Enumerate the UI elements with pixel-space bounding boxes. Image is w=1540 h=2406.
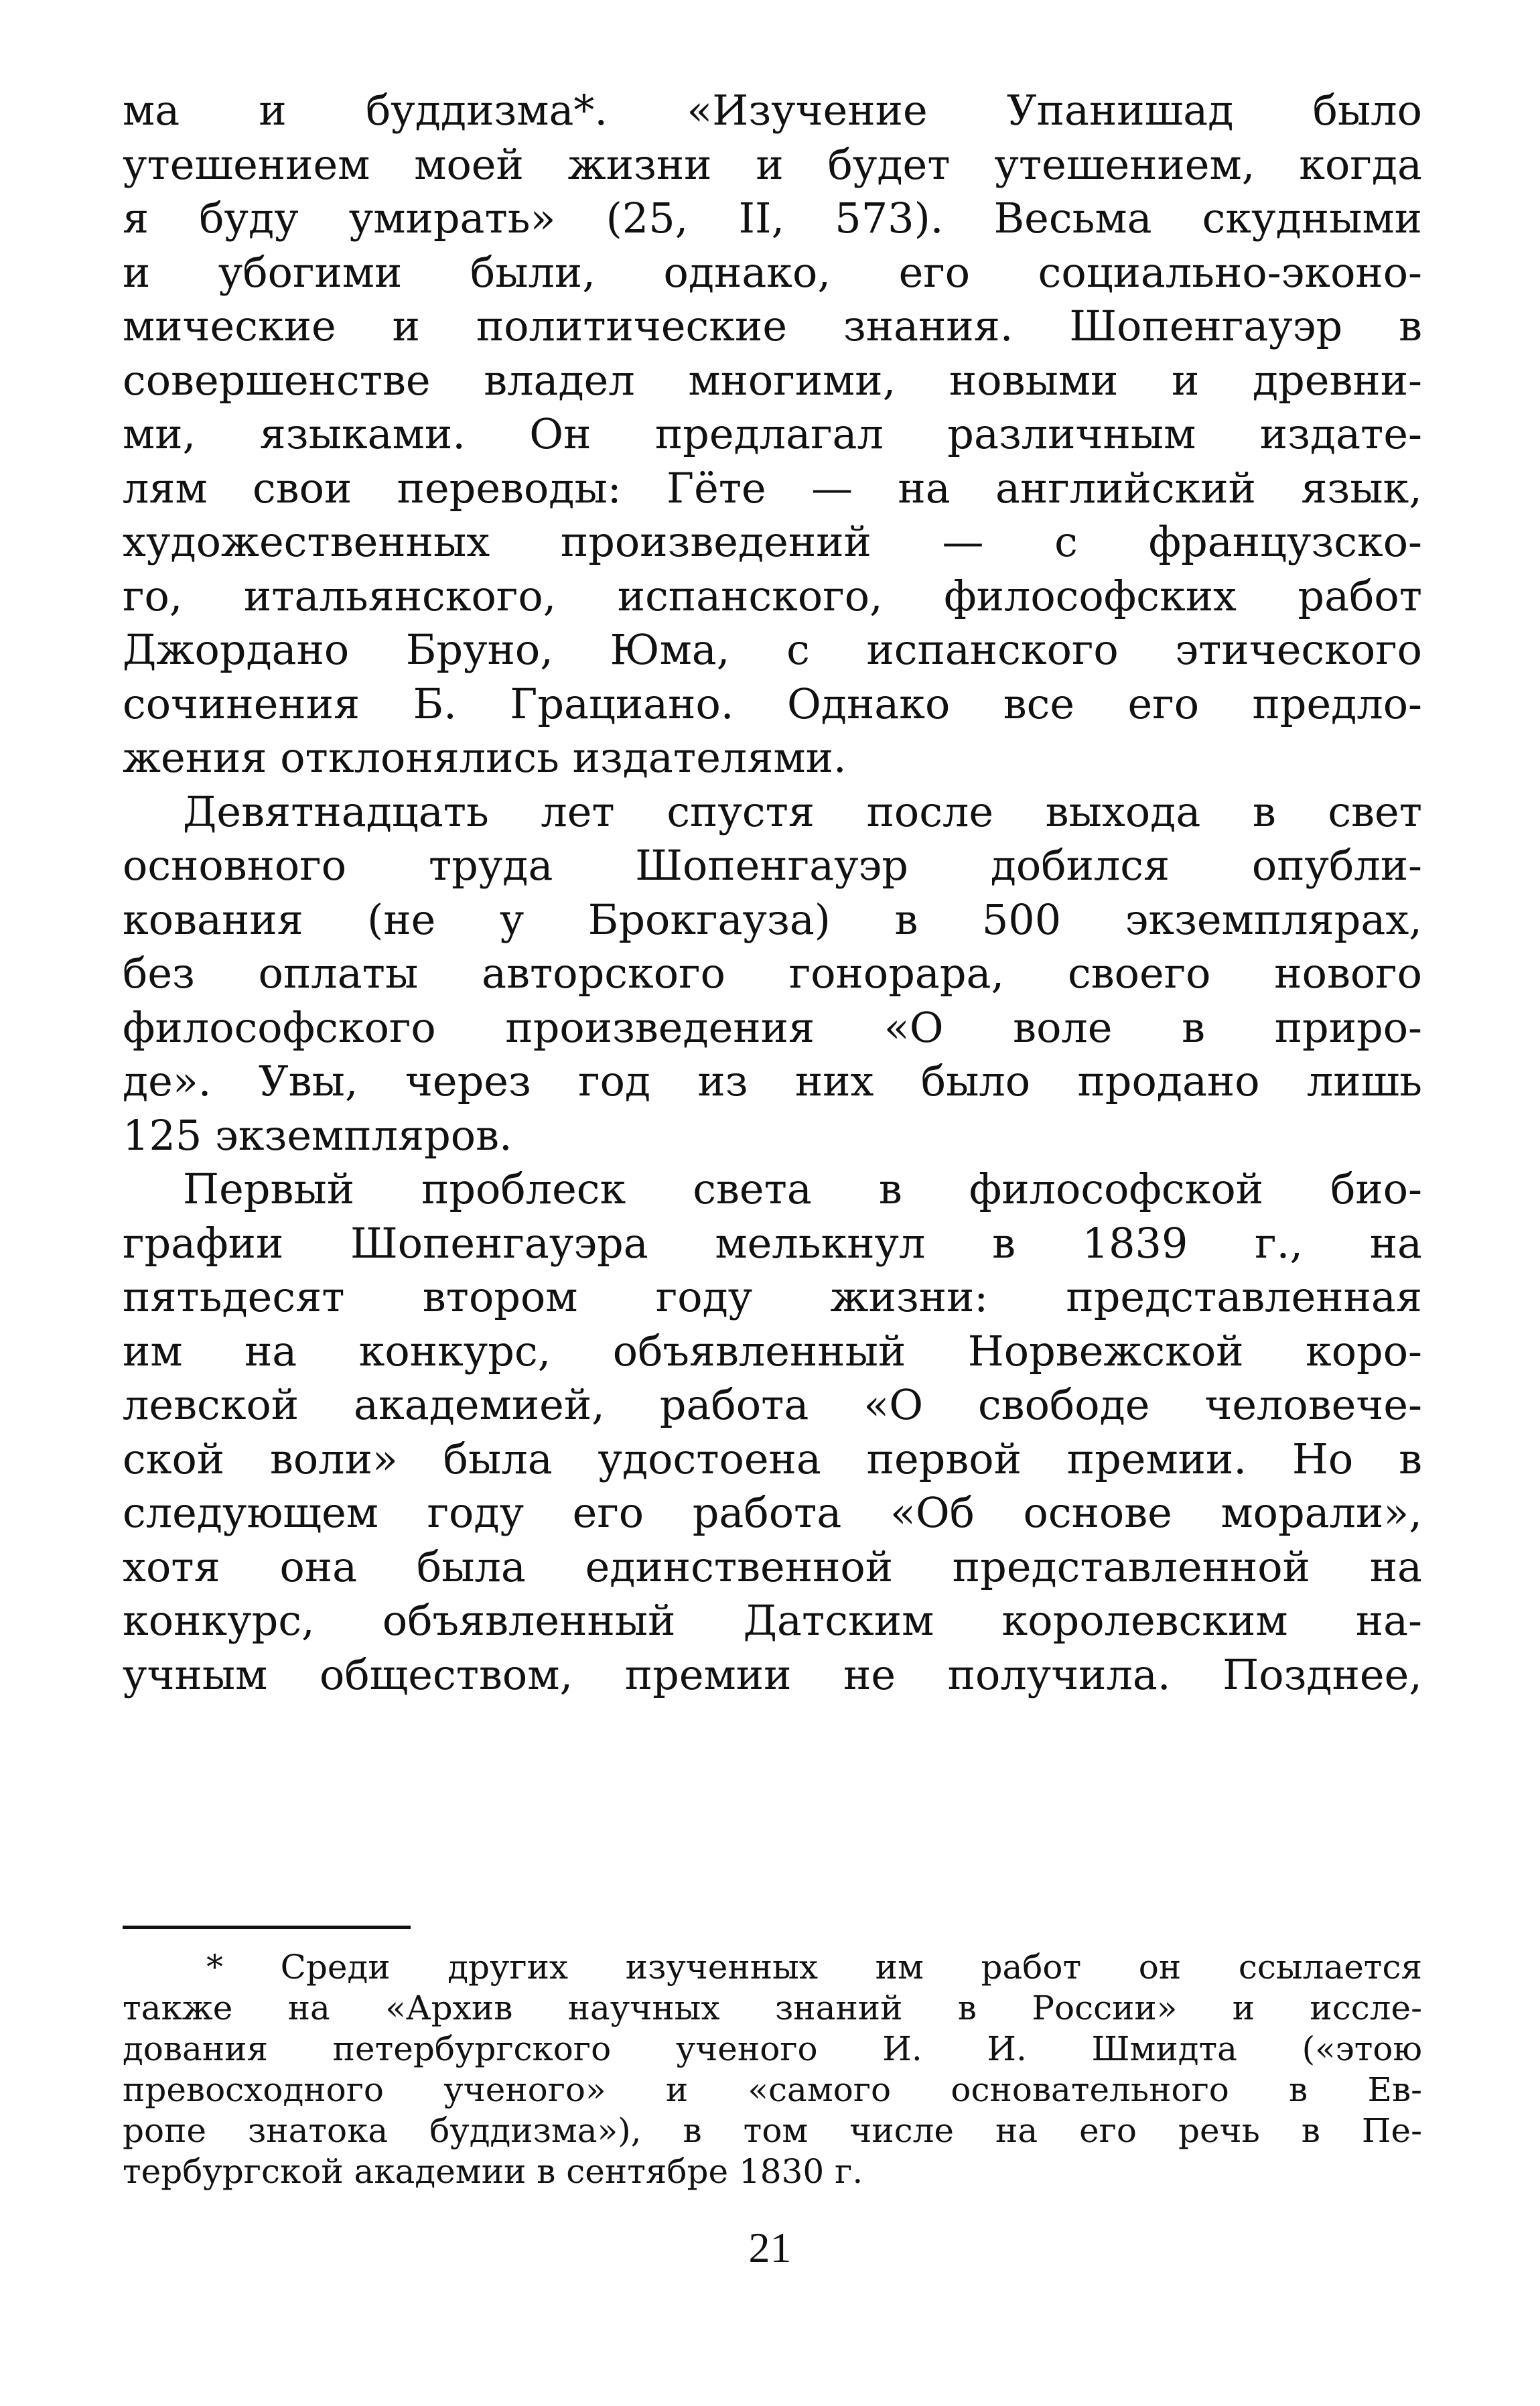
text-line: 125 экземпляров. — [123, 1110, 512, 1160]
text-line: основного труда Шопенгауэр добился опубли- — [123, 841, 1422, 890]
text-line: левской академией, работа «О свободе человече- — [123, 1380, 1422, 1429]
text-line: ской воли» была удостоена первой премии. Но в — [123, 1434, 1422, 1483]
text-line: лям свои переводы: Гёте — на английский язык, — [123, 463, 1422, 513]
text-line: следующем году его работа «Об основе морали», — [123, 1488, 1422, 1537]
footnote-line: также на «Архив научных знаний в России» и иссле- — [123, 1989, 1422, 2027]
text-line: и убогими были, однако, его социально-эконо- — [123, 247, 1422, 297]
paragraph-2 — [123, 785, 1422, 1163]
footnote-line: превосходного ученого» и «самого основательного в Ев- — [123, 2070, 1422, 2109]
paragraph-3 — [123, 1162, 1422, 1702]
text-line: пятьдесят втором году жизни: представленная — [123, 1272, 1422, 1321]
footnote-line: * Среди других изученных им работ он ссылается — [206, 1948, 1422, 1987]
text-line: сочинения Б. Грациано. Однако все его предло- — [123, 679, 1422, 728]
text-line: Девятнадцать лет спустя после выхода в свет — [183, 787, 1422, 836]
text-line: совершенстве владел многими, новыми и древни- — [123, 355, 1422, 405]
footnote — [123, 1947, 1422, 2192]
text-line: философского произведения «О воле в приро- — [123, 1002, 1422, 1052]
footnote-line: ропе знатока буддизма»), в том числе на его речь в Пе- — [123, 2111, 1422, 2150]
text-line: я буду умирать» (25, II, 573). Весьма скудными — [123, 194, 1422, 243]
text-line: художественных произведений — с французско- — [123, 517, 1422, 566]
text-line: Первый проблеск света в философской био- — [183, 1164, 1422, 1213]
text-line: им на конкурс, объявленный Норвежской коро- — [123, 1326, 1422, 1376]
text-line: мические и политические знания. Шопенгауэр в — [123, 302, 1422, 350]
text-line: кования (не у Брокгауза) в 500 экземплярах, — [123, 894, 1422, 944]
text-line: хотя она была единственной представленной на — [123, 1542, 1422, 1591]
text-line: де». Увы, через год из них было продано лишь — [123, 1057, 1422, 1106]
text-line: жения отклонялись издателями. — [123, 733, 847, 782]
footnote-line: тербургской академии в сентябре 1830 г. — [123, 2152, 863, 2191]
text-line: учным обществом, премии не получила. Позднее, — [123, 1650, 1422, 1699]
text-line: ми, языками. Он предлагал различным издате- — [123, 409, 1422, 458]
text-line: утешением моей жизни и будет утешением, когда — [123, 139, 1422, 189]
main-text — [123, 84, 1422, 1702]
text-line: ма и буддизма*. «Изучение Упанишад было — [123, 86, 1422, 135]
footnote-line: дования петербургского ученого И. И. Шмидта («этою — [123, 2029, 1422, 2068]
text-line: графии Шопенгауэра мелькнул в 1839 г., на — [123, 1218, 1422, 1268]
text-line: го, итальянского, испанского, философских работ — [123, 571, 1422, 620]
text-line: Джордано Бруно, Юма, с испанского этического — [123, 625, 1422, 674]
text-line: конкурс, объявленный Датским королевским на- — [123, 1596, 1422, 1645]
footnote-divider — [123, 1926, 411, 1929]
paragraph-1 — [123, 84, 1422, 785]
text-line: без оплаты авторского гонорара, своего нового — [123, 949, 1422, 998]
page-number: 21 — [748, 2224, 792, 2271]
